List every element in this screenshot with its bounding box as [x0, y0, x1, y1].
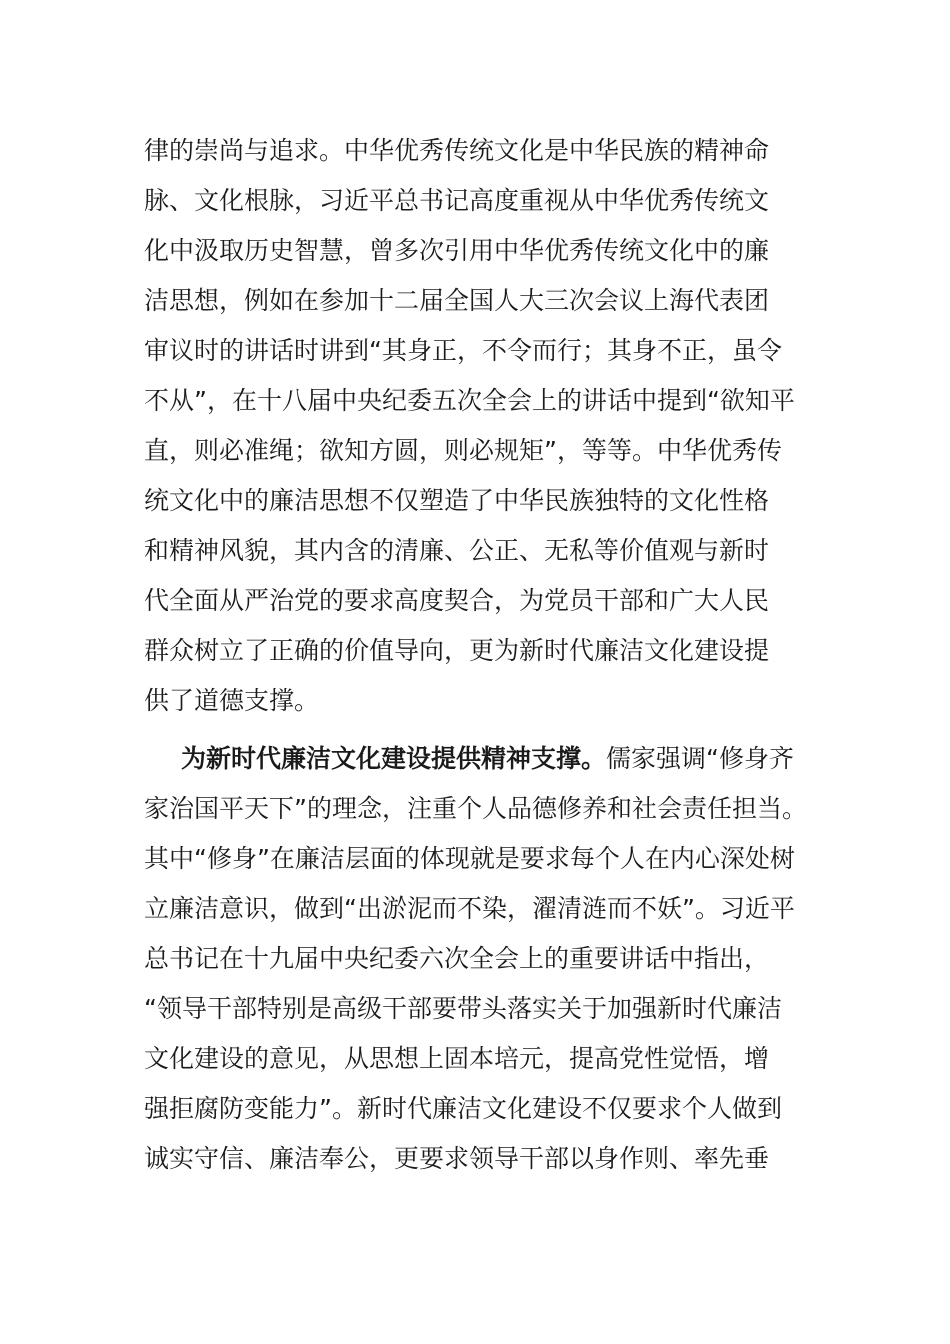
paragraph-1 [144, 126, 816, 726]
document-body [144, 126, 816, 1184]
text-line: 审议时的讲话时讲到“其身正，不令而行；其身不正，虽令 [144, 336, 782, 365]
text-line: 和精神风貌，其内含的清廉、公正、无私等价值观与新时 [144, 536, 770, 565]
text-line: 立廉洁意识，做到“出淤泥而不染，濯清涟而不妖”。习近平 [144, 894, 795, 923]
paragraph-2 [144, 734, 816, 1184]
text-line: 强拒腐防变能力”。新时代廉洁文化建设不仅要求个人做到 [144, 1094, 782, 1123]
text-line: 代全面从严治党的要求高度契合，为党员干部和广大人民 [144, 586, 770, 615]
text-line: 直，则必准绳；欲知方圆，则必规矩”，等等。中华优秀传 [144, 436, 782, 465]
paragraph-heading: 为新时代廉洁文化建设提供精神支撑。 [181, 744, 607, 773]
text-line: 化中汲取历史智慧，曾多次引用中华优秀传统文化中的廉 [144, 236, 770, 265]
text-line: “领导干部特别是高级干部要带头落实关于加强新时代廉洁 [144, 994, 782, 1023]
text-line: 家治国平天下”的理念，注重个人品德修养和社会责任担当。 [144, 794, 807, 823]
text-line: 脉、文化根脉，习近平总书记高度重视从中华优秀传统文 [144, 186, 770, 215]
text-run: 儒家强调“修身齐 [606, 744, 794, 773]
text-line: 供了道德支撑。 [144, 686, 320, 715]
text-line: 不从”，在十八届中央纪委五次全会上的讲话中提到“欲知平 [144, 386, 795, 415]
text-line: 统文化中的廉洁思想不仅塑造了中华民族独特的文化性格 [144, 486, 770, 515]
text-line: 总书记在十九届中央纪委六次全会上的重要讲话中指出， [144, 944, 770, 973]
text-line: 洁思想，例如在参加十二届全国人大三次会议上海代表团 [144, 286, 770, 315]
text-line: 其中“修身”在廉洁层面的体现就是要求每个人在内心深处树 [144, 844, 795, 873]
text-line: 群众树立了正确的价值导向，更为新时代廉洁文化建设提 [144, 636, 770, 665]
paragraph-2-first-line [144, 734, 816, 784]
text-line: 文化建设的意见，从思想上固本培元，提高党性觉悟，增 [144, 1044, 770, 1073]
text-line: 诚实守信、廉洁奉公，更要求领导干部以身作则、率先垂 [144, 1144, 770, 1173]
paragraph-spacer [144, 726, 816, 734]
text-line: 律的崇尚与追求。中华优秀传统文化是中华民族的精神命 [144, 136, 770, 165]
